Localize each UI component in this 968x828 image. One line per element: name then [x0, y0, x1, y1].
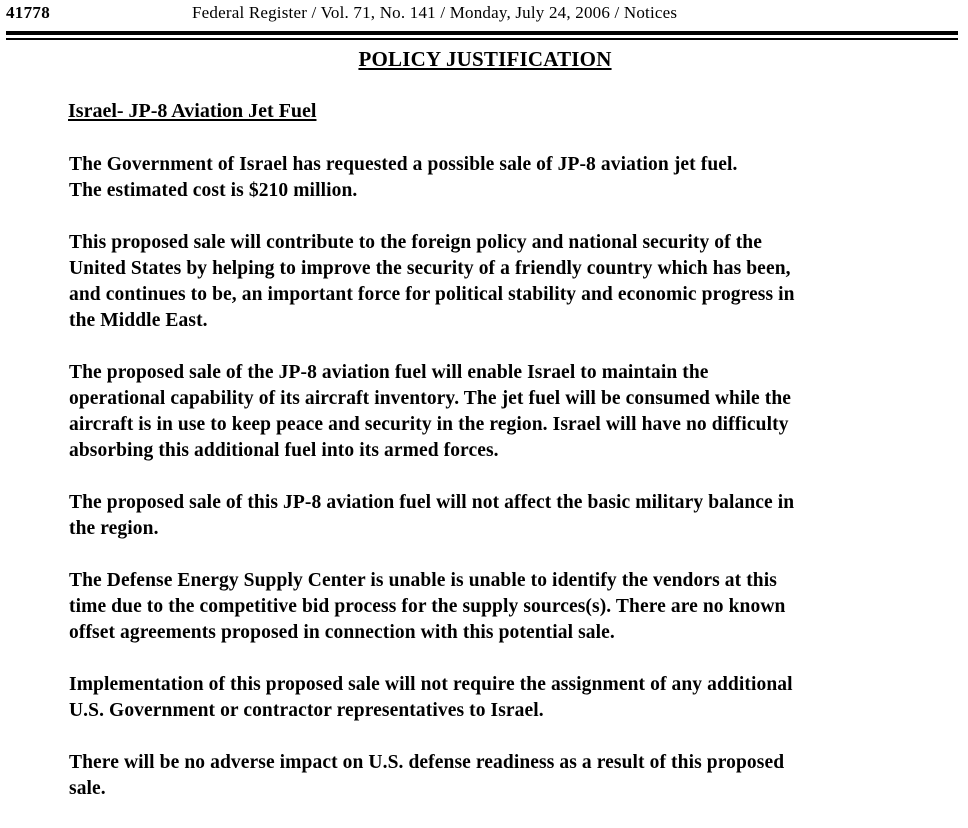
page-header: [6, 3, 958, 27]
page-number: 41778: [6, 3, 50, 22]
paragraph-capability: The proposed sale of the JP-8 aviation fuel will enable Israel to maintain the operational capability of its aircraft inventory. The jet fuel will be consumed while the aircraft is in use to keep peace and security in the region. Israel will have no difficulty absorbing this additional fuel into its armed forces.: [69, 362, 792, 461]
paragraph-military-balance: The proposed sale of this JP-8 aviation fuel will not affect the basic military balance in the region.: [69, 492, 795, 539]
paragraph-foreign-policy: This proposed sale will contribute to the foreign policy and national security of the United States by helping to improve the security of a friendly country which has been, and continues to be, an important force for political stability and economic progress in the Middle East.: [69, 232, 795, 331]
paragraph-implementation: Implementation of this proposed sale will not require the assignment of any additional U.S. Government or contractor representatives to Israel.: [69, 674, 793, 721]
document-body: [69, 152, 909, 828]
paragraph-readiness: There will be no adverse impact on U.S. defense readiness as a result of this proposed sale.: [69, 752, 785, 799]
document-title: POLICY JUSTIFICATION: [358, 47, 612, 71]
paragraph-request: The Government of Israel has requested a possible sale of JP-8 aviation jet fuel. The estimated cost is $210 million.: [69, 154, 738, 201]
running-head: Federal Register / Vol. 71, No. 141 / Monday, July 24, 2006 / Notices: [192, 3, 678, 22]
document-subheading: Israel- JP-8 Aviation Jet Fuel: [68, 100, 317, 122]
header-rule-thin: [6, 38, 958, 40]
paragraph-vendors: The Defense Energy Supply Center is unable is unable to identify the vendors at this time due to the competitive bid process for the supply sources(s). There are no known offset agreements proposed in connection with this potential sale.: [69, 570, 786, 643]
header-rule-thick: [6, 31, 958, 35]
